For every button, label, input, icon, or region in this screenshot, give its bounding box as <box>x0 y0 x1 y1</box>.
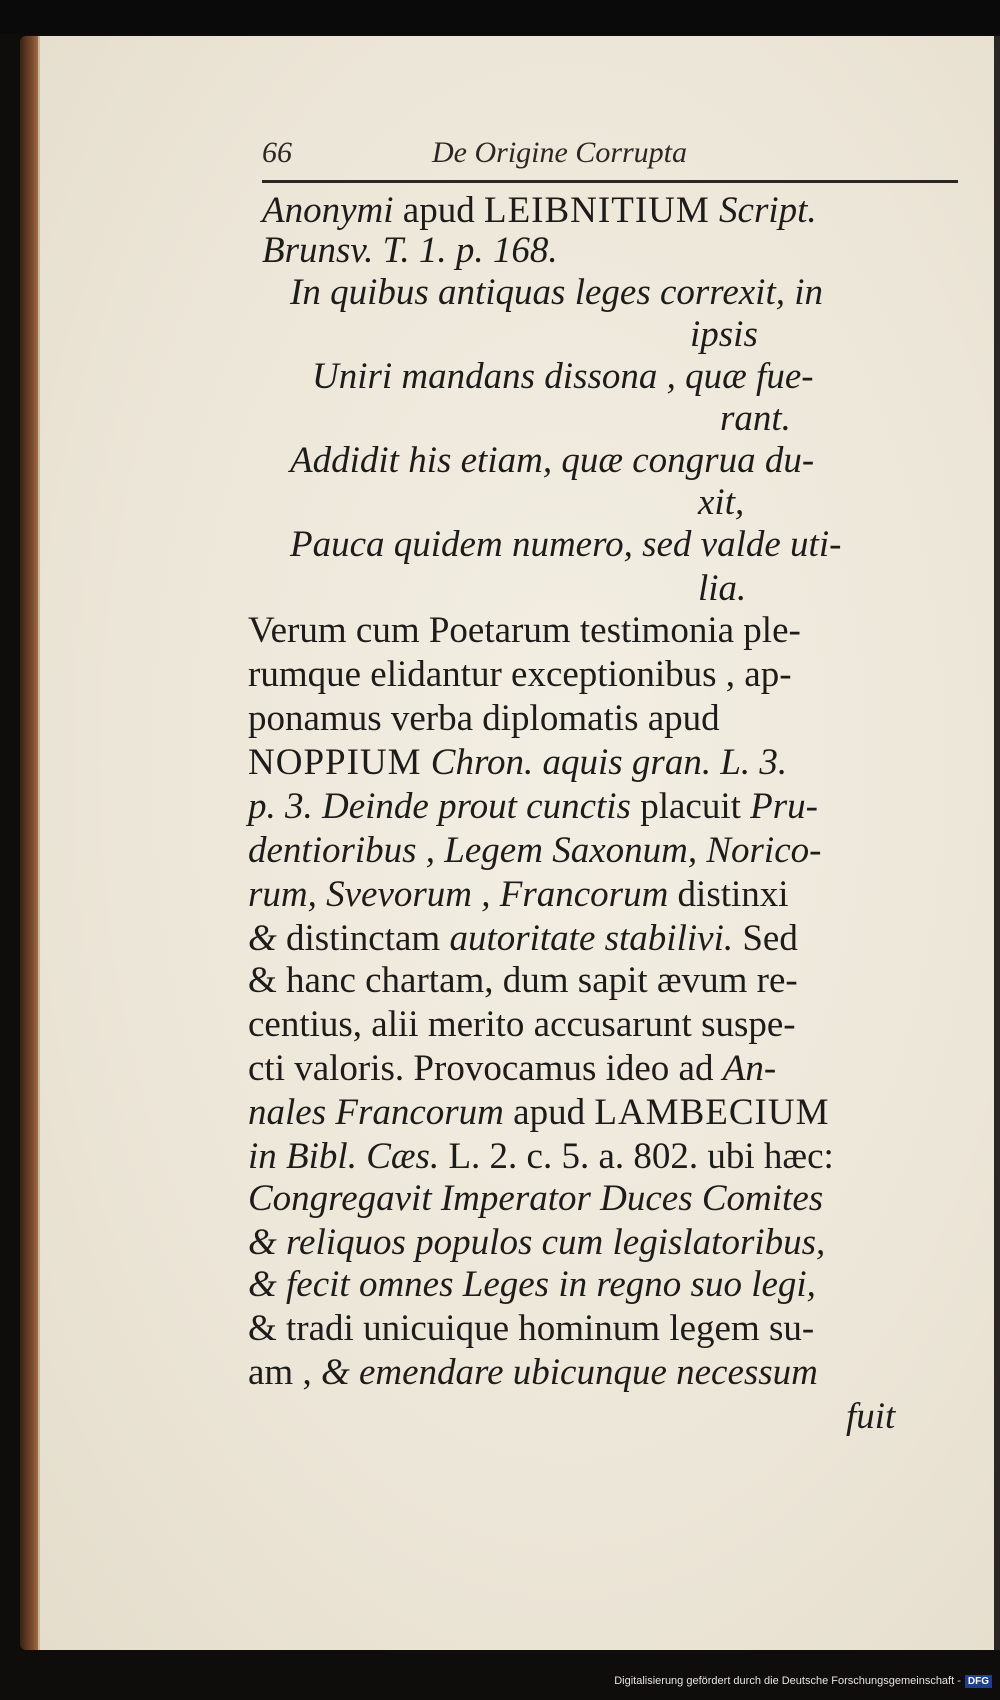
text-segment: ipsis <box>690 314 758 355</box>
text-segment: nales Francorum <box>248 1092 504 1133</box>
text-segment: centius, alii merito accusarunt suspe- <box>248 1004 796 1045</box>
text-segment: Pru- <box>750 786 818 827</box>
running-title: De Origine Corrupta <box>432 136 687 169</box>
text-line <box>698 480 744 526</box>
text-segment: & hanc chartam, dum sapit ævum re- <box>248 960 798 1001</box>
top-border <box>0 0 1000 34</box>
text-segment: in Bibl. Cæs. <box>248 1136 440 1177</box>
text-line <box>248 1350 818 1396</box>
text-segment: Anonymi <box>262 190 394 231</box>
text-segment: cti valoris. Provocamus ideo ad <box>248 1048 723 1089</box>
text-segment: distinxi <box>668 874 789 915</box>
text-segment: L. 2. c. 5. a. 802. ubi hæc: <box>439 1136 834 1177</box>
text-segment: & emendare ubicunque necessum <box>320 1352 818 1393</box>
digitization-credit <box>614 1670 992 1692</box>
credit-text: Digitalisierung gefördert durch die Deutsche Forschungsgemeinschaft - <box>614 1675 961 1687</box>
text-line <box>248 1220 825 1266</box>
text-segment: Brunsv. T. 1. p. 168. <box>262 230 558 271</box>
header-rule <box>262 180 958 187</box>
text-segment: LEIBNITIUM <box>483 190 710 231</box>
text-segment: Sed <box>733 918 798 959</box>
text-line <box>248 1046 776 1092</box>
text-segment: Verum cum Poetarum testimonia ple- <box>248 610 801 651</box>
text-line <box>262 228 558 274</box>
text-line <box>248 1306 814 1352</box>
text-segment: In quibus antiquas leges correxit, in <box>290 272 824 313</box>
text-line <box>248 872 789 918</box>
text-segment: Congregavit Imperator Duces Comites <box>248 1178 824 1219</box>
text-segment: Addidit his etiam, quæ congrua du- <box>290 440 815 481</box>
text-line <box>248 608 801 654</box>
text-line <box>248 652 792 698</box>
text-segment: lia. <box>698 568 747 609</box>
text-segment: p. 3. Deinde prout cunctis <box>248 786 631 827</box>
page-right-edge <box>994 36 1000 1650</box>
text-line <box>248 1176 823 1222</box>
text-segment: & fecit omnes Leges in regno suo legi, <box>248 1264 816 1305</box>
text-segment: An- <box>722 1048 777 1089</box>
text-segment: rum, Svevorum , Francorum <box>248 874 669 915</box>
page-header <box>262 136 958 176</box>
text-line <box>720 396 791 442</box>
text-line <box>290 270 823 316</box>
text-segment: & <box>248 918 277 959</box>
text-line <box>248 958 798 1004</box>
page-number: 66 <box>262 136 292 169</box>
text-line <box>248 1090 829 1136</box>
text-segment: apud <box>393 190 484 231</box>
text-segment: fuit <box>846 1396 896 1437</box>
text-segment: Script. <box>709 190 817 231</box>
text-line <box>290 438 814 484</box>
text-line <box>690 312 758 358</box>
text-segment: rumque elidantur exceptionibus , ap- <box>248 654 792 695</box>
text-segment: apud <box>503 1092 595 1133</box>
text-segment: ponamus verba diplomatis apud <box>248 698 720 739</box>
text-line <box>248 1262 816 1308</box>
text-line <box>248 828 821 874</box>
text-segment: dentioribus , Legem Saxonum, Norico- <box>248 830 822 871</box>
text-segment: Uniri mandans dissona , quæ fue- <box>312 356 814 397</box>
text-line <box>248 916 798 962</box>
text-line <box>698 566 746 612</box>
text-segment: rant. <box>720 398 791 439</box>
text-segment: & reliquos populos cum legislatoribus, <box>248 1222 826 1263</box>
text-line <box>248 696 720 742</box>
text-line <box>248 784 818 830</box>
dfg-logo: DFG <box>965 1675 992 1688</box>
text-line <box>846 1394 895 1440</box>
text-segment: Chron. aquis gran. L. 3. <box>421 742 788 783</box>
text-segment: NOPPIUM <box>248 742 422 783</box>
text-line <box>248 1002 796 1048</box>
text-line <box>248 1134 834 1180</box>
text-segment: am , <box>248 1352 321 1393</box>
text-segment: Pauca quidem numero, sed valde uti- <box>290 524 842 565</box>
text-line <box>248 740 787 786</box>
text-segment: distinctam <box>276 918 450 959</box>
text-line <box>290 522 841 568</box>
text-segment: xit, <box>698 482 745 523</box>
text-segment: placuit <box>630 786 751 827</box>
text-segment: LAMBECIUM <box>594 1092 830 1133</box>
text-segment: autoritate stabilivi. <box>449 918 734 959</box>
text-line <box>312 354 814 400</box>
text-segment: & tradi unicuique hominum legem su- <box>248 1308 815 1349</box>
